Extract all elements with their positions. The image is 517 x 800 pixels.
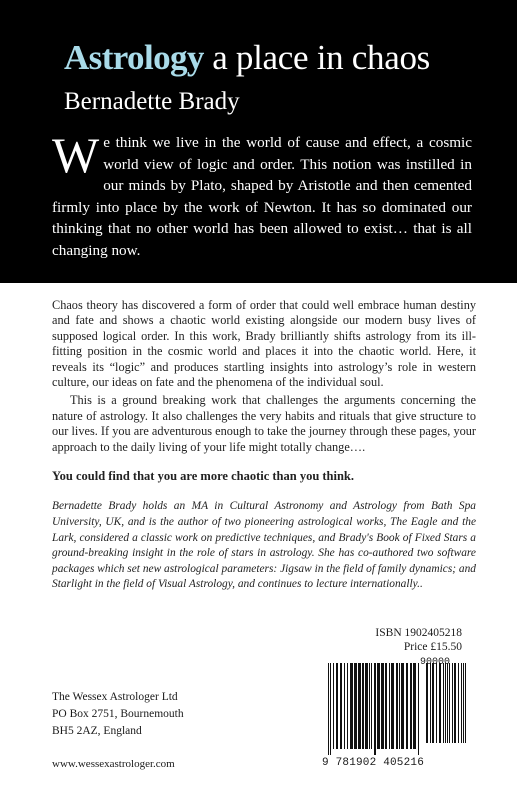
barcode-bar [330, 663, 331, 755]
barcode-bar [465, 663, 466, 743]
author-name: Bernadette Brady [64, 88, 240, 115]
barcode-price-code: 90000 [420, 657, 451, 668]
body-paragraph-2: This is a ground breaking work that challenges the arguments concerning the nature of astrology. It also challenges the very habits and rituals that give structure to our lives. If you are adventurous enough to take the journey through these pages, your approach to the daily living of your life might totally change…. [52, 393, 476, 454]
barcode-bar [385, 663, 387, 749]
barcode-bar [396, 663, 398, 749]
barcode-bar [369, 663, 370, 749]
barcode-bar [371, 663, 372, 749]
barcode-bar [410, 663, 412, 749]
barcode-bar [439, 663, 441, 743]
barcode-bar [365, 663, 368, 749]
barcode-bar [443, 663, 444, 743]
barcode-bar [401, 663, 404, 749]
publisher-line-2: BH5 2AZ, England [52, 725, 142, 737]
tagline: You could find that you are more chaotic than you think. [52, 469, 355, 484]
title-rest: a place in chaos [203, 38, 430, 77]
barcode-bar [391, 663, 394, 749]
publisher-address [52, 689, 184, 740]
barcode-bar [452, 663, 453, 743]
barcode-bar [454, 663, 456, 743]
barcode-bar [418, 663, 419, 755]
barcode-digits: 9 781902 405216 [322, 757, 425, 769]
barcode [322, 657, 470, 771]
publisher-line-1: PO Box 2751, Bournemouth [52, 708, 184, 720]
barcode-bar [328, 663, 329, 755]
barcode-bar [344, 663, 345, 749]
intro-text: e think we live in the world of cause and effect, a cosmic world view of logic and order. This notion was instilled in our minds by Plato, shaped by Aristotle and then cemented firmly into place by the work of Newton. It has so dominated our thinking that no other world has been allowed to exist… that is all changing now. [52, 134, 472, 259]
title-highlight: Astrology [64, 38, 204, 77]
book-title [64, 38, 430, 78]
barcode-bar [389, 663, 390, 749]
barcode-bar [333, 663, 334, 749]
intro-paragraph [52, 127, 472, 261]
barcode-bar [381, 663, 384, 749]
barcode-bar [461, 663, 462, 743]
barcode-bar [406, 663, 408, 749]
body-text [52, 298, 476, 593]
barcode-bars [322, 657, 470, 757]
isbn-number: ISBN 1902405218 [375, 627, 462, 639]
author-bio: Bernadette Brady holds an MA in Cultural Astronomy and Astrology from Bath Spa University, UK, and is the author of two pioneering astrological works, The Eagle and the Lark, considered a classic work on predictive techniques, and Brady's Book of Fixed Stars a ground-breaking insight in the role of stars in astrology. She has co-authored two software packages which set new astrological parameters: Jigsaw in the field of family dynamics; and Starlight in the field of Visual Astrology, and continues to lecture internationally.. [52, 500, 476, 591]
barcode-bar [447, 663, 448, 743]
barcode-bar [463, 663, 464, 743]
barcode-bar [430, 663, 431, 743]
barcode-bar [340, 663, 342, 749]
barcode-bar [432, 663, 434, 743]
barcode-bar [458, 663, 459, 743]
barcode-bar [347, 663, 348, 749]
barcode-bar [358, 663, 361, 749]
barcode-bar [354, 663, 357, 749]
barcode-bar [350, 663, 353, 749]
publisher-name: The Wessex Astrologer Ltd [52, 691, 178, 703]
barcode-bar [413, 663, 416, 749]
top-band [0, 0, 517, 283]
isbn-price-block [368, 626, 462, 654]
barcode-bar [426, 663, 428, 743]
body-paragraph-1: Chaos theory has discovered a form of order that could well embrace human destiny and fate and shows a chaotic world existing alongside our modern busy lives of supposed logical order. In this work, Brady brilliantly shifts astrology from its ill-fitting position in the cosmic world and places it into the chaotic world. Here, it reveals its “logic” and produces startling insights into astrology’s role in western culture, our ideas on fate and the phenomena of the individual soul. [52, 298, 476, 390]
publisher-website: www.wessexastrologer.com [52, 758, 175, 770]
barcode-bar [445, 663, 446, 743]
barcode-bar [374, 663, 376, 755]
drop-cap: W [52, 127, 100, 183]
barcode-bar [436, 663, 437, 743]
barcode-bar [377, 663, 380, 749]
barcode-bar [336, 663, 338, 749]
price: Price £15.50 [403, 641, 462, 653]
barcode-bar [362, 663, 364, 749]
barcode-bar [449, 663, 450, 743]
barcode-bar [399, 663, 400, 749]
